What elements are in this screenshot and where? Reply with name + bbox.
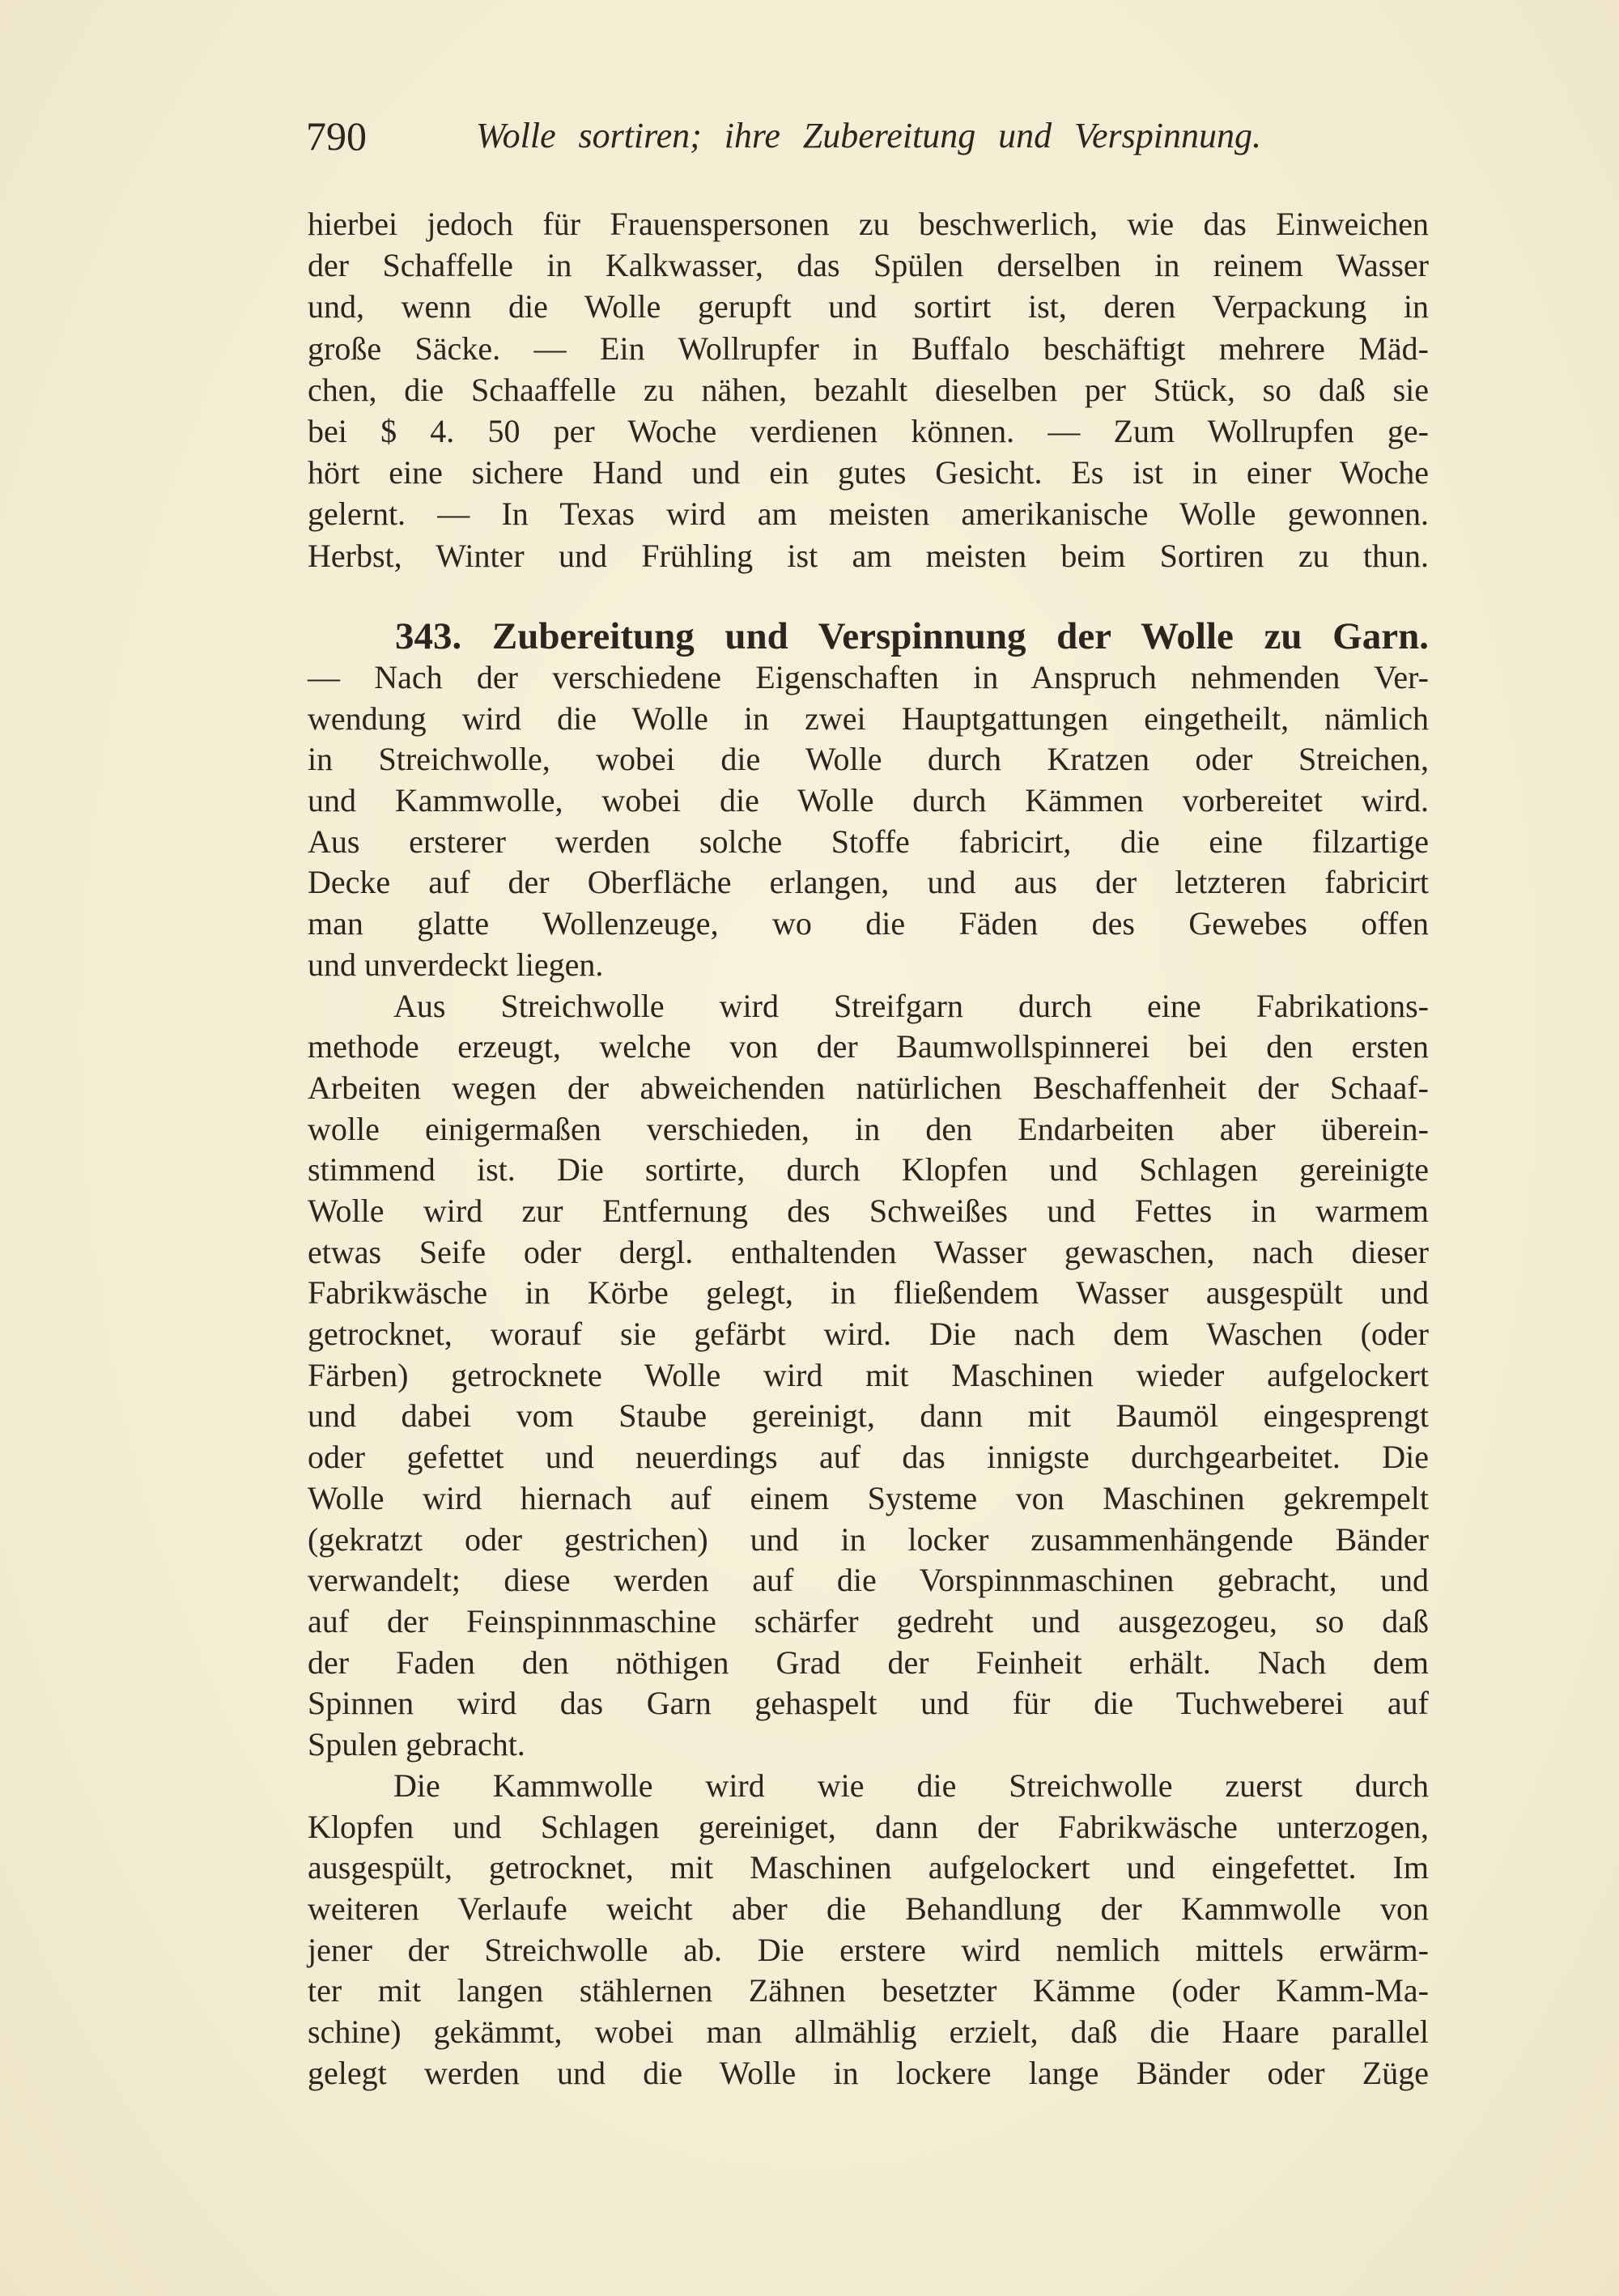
text-line: weiteren Verlaufe weicht aber die Behandlung der Kammwolle von <box>308 1890 1429 1927</box>
text-line: gelegt werden und die Wolle in lockere lange Bänder oder Züge <box>308 2054 1429 2091</box>
text-line: der Faden den nöthigen Grad der Feinheit erhält. Nach dem <box>308 1643 1429 1681</box>
text-line: man glatte Wollenzeuge, wo die Fäden des Gewebes offen <box>308 905 1429 942</box>
text-line: gelernt. — In Texas wird am meisten amerikanische Wolle gewonnen. <box>308 495 1429 533</box>
text-line: oder gefettet und neuerdings auf das innigste durchgearbeitet. Die <box>308 1439 1429 1476</box>
text-line: getrocknet, worauf sie gefärbt wird. Die nach dem Waschen (oder <box>308 1316 1429 1353</box>
text-line: hört eine sichere Hand und ein gutes Gesicht. Es ist in einer Woche <box>308 454 1429 491</box>
text-line: Aus ersterer werden solche Stoffe fabricirt, die eine filzartige <box>308 823 1429 860</box>
text-line: große Säcke. — Ein Wollrupfer in Buffalo beschäftigt mehrere Mäd- <box>308 330 1429 367</box>
text-line: stimmend ist. Die sortirte, durch Klopfen und Schlagen gereinigte <box>308 1151 1429 1188</box>
text-line: Wolle wird hiernach auf einem Systeme von Maschinen gekrempelt <box>308 1479 1429 1516</box>
paragraph-4 <box>308 1766 1429 2094</box>
paragraph-2 <box>308 657 1429 986</box>
text-line: verwandelt; diese werden auf die Vorspinnmaschinen gebracht, und <box>308 1562 1429 1599</box>
text-line: wolle einigermaßen verschieden, in den Endarbeiten aber überein- <box>308 1110 1429 1147</box>
text-line: ter mit langen stählernen Zähnen besetzter Kämme (oder Kamm-Ma- <box>308 1972 1429 2009</box>
text-line: ausgespült, getrocknet, mit Maschinen aufgelockert und eingefettet. Im <box>308 1849 1429 1886</box>
text-line: Spulen gebracht. <box>308 1725 525 1762</box>
section-heading: 343. Zubereitung und Verspinnung der Wolle zu Garn. <box>395 615 1429 657</box>
text-line: Färben) getrocknete Wolle wird mit Maschinen wieder aufgelockert <box>308 1356 1429 1393</box>
text-line: chen, die Schaaffelle zu nähen, bezahlt dieselben per Stück, so daß sie <box>308 371 1429 408</box>
text-line: jener der Streichwolle ab. Die erstere wird nemlich mittels erwärm- <box>308 1931 1429 1968</box>
text-line: Herbst, Winter und Frühling ist am meisten beim Sortiren zu thun. <box>308 537 1429 574</box>
text-line: Spinnen wird das Garn gehaspelt und für die Tuchweberei auf <box>308 1685 1429 1722</box>
paragraph-1 <box>308 203 1429 576</box>
text-line: Arbeiten wegen der abweichenden natürlichen Beschaffenheit der Schaaf- <box>308 1069 1429 1106</box>
text-line: Decke auf der Oberfläche erlangen, und aus der letzteren fabricirt <box>308 864 1429 901</box>
text-line: in Streichwolle, wobei die Wolle durch Kratzen oder Streichen, <box>308 741 1429 778</box>
text-line: methode erzeugt, welche von der Baumwollspinnerei bei den ersten <box>308 1028 1429 1065</box>
text-line: hierbei jedoch für Frauenspersonen zu beschwerlich, wie das Einweichen <box>308 206 1429 242</box>
text-line: Klopfen und Schlagen gereiniget, dann der Fabrikwäsche unterzogen, <box>308 1808 1429 1845</box>
text-line: und unverdeckt liegen. <box>308 946 604 983</box>
text-line: schine) gekämmt, wobei man allmählig erzielt, daß die Haare parallel <box>308 2013 1429 2051</box>
text-line: Die Kammwolle wird wie die Streichwolle zuerst durch <box>393 1767 1429 1804</box>
text-line: und dabei vom Staube gereinigt, dann mit Baumöl eingesprengt <box>308 1397 1429 1435</box>
text-line: bei $ 4. 50 per Woche verdienen können. — Zum Wollrupfen ge- <box>308 412 1429 449</box>
text-line: Wolle wird zur Entfernung des Schweißes und Fettes in warmem <box>308 1193 1429 1230</box>
text-line: und, wenn die Wolle gerupft und sortirt ist, deren Verpackung in <box>308 288 1429 325</box>
text-line: auf der Feinspinnmaschine schärfer gedreht und ausgezogeu, so daß <box>308 1602 1429 1639</box>
text-line: und Kammwolle, wobei die Wolle durch Kämmen vorbereitet wird. <box>308 782 1429 819</box>
page-number: 790 <box>306 113 367 159</box>
text-line: der Schaffelle in Kalkwasser, das Spülen derselben in reinem Wasser <box>308 247 1429 284</box>
text-line: — Nach der verschiedene Eigenschaften in Anspruch nehmenden Ver- <box>308 659 1429 695</box>
paragraph-3 <box>308 986 1429 1766</box>
text-line: Fabrikwäsche in Körbe gelegt, in fließendem Wasser ausgespült und <box>308 1274 1429 1312</box>
running-title: Wolle sortiren; ihre Zubereitung und Verspinnung. <box>476 116 1261 155</box>
text-line: etwas Seife oder dergl. enthaltenden Wasser gewaschen, nach dieser <box>308 1233 1429 1270</box>
text-line: Aus Streichwolle wird Streifgarn durch eine Fabrikations- <box>393 987 1429 1024</box>
text-line: (gekratzt oder gestrichen) und in locker zusammenhängende Bänder <box>308 1520 1429 1558</box>
text-line: wendung wird die Wolle in zwei Hauptgattungen eingetheilt, nämlich <box>308 699 1429 737</box>
